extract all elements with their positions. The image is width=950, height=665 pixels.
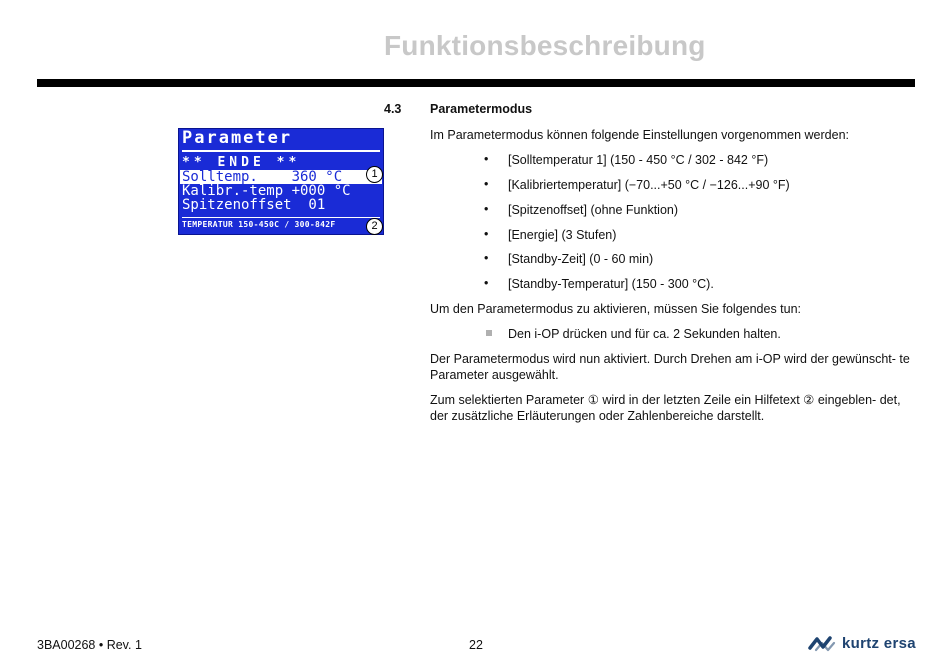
bullet-dot: •	[484, 227, 489, 241]
lcd-divider	[182, 150, 380, 152]
bullet-item: [Standby-Temperatur] (150 - 300 °C).	[508, 277, 714, 291]
bullet-item: [Spitzenoffset] (ohne Funktion)	[508, 203, 679, 217]
paragraph-activated: Der Parametermodus wird nun aktiviert. Durch Drehen am i-OP wird der gewünscht- te Parameter ausgewählt.	[430, 352, 910, 382]
lcd-ende: ** ENDE **	[182, 155, 301, 170]
activate-paragraph: Um den Parametermodus zu aktivieren, müssen Sie folgendes tun:	[430, 302, 802, 316]
paragraph-helptext: Zum selektierten Parameter ① wird in der letzten Zeile ein Hilfetext ② eingeblen- det, der zusätzliche Erläuterungen oder Zahlenbereiche darstellt.	[430, 393, 901, 423]
lcd-footer-rule	[182, 217, 380, 218]
intro-paragraph: Im Parametermodus können folgende Einstellungen vorgenommen werden:	[430, 128, 849, 142]
bullet-item: [Energie] (3 Stufen)	[508, 228, 617, 242]
step-square-icon	[486, 330, 492, 336]
page-header-title: Funktionsbeschreibung	[384, 30, 706, 61]
bullet-item: [Standby-Zeit] (0 - 60 min)	[508, 252, 654, 266]
bullet-dot: •	[484, 152, 489, 166]
ersa-logo-icon	[808, 633, 836, 653]
step-item: Den i-OP drücken und für ca. 2 Sekunden halten.	[508, 327, 781, 341]
brand-logo	[808, 633, 916, 653]
bullet-dot: •	[484, 177, 489, 191]
bullet-item: [Kalibriertemperatur] (−70...+50 °C / −126...+90 °F)	[508, 178, 790, 192]
footer-page-number: 22	[469, 638, 483, 652]
lcd-row-selected: Solltemp. 360 °C	[180, 170, 382, 184]
section-title: Parametermodus	[430, 102, 533, 116]
section-number: 4.3	[384, 102, 402, 116]
callout-2: 2	[366, 218, 383, 235]
lcd-help-text: TEMPERATUR 150-450C / 300-842F	[182, 220, 336, 229]
bullet-item: [Solltemperatur 1] (150 - 450 °C / 302 - 842 °F)	[508, 153, 769, 167]
bullet-dot: •	[484, 202, 489, 216]
lcd-title: Parameter	[182, 128, 293, 148]
lcd-row-kalibr: Kalibr.-temp +000 °C	[182, 183, 351, 199]
brand-name: kurtz ersa	[842, 634, 916, 652]
lcd-row-spitzenoffset: Spitzenoffset 01	[182, 197, 326, 213]
footer-doc-number: 3BA00268 • Rev. 1	[37, 638, 142, 652]
lcd-display	[178, 128, 384, 235]
header-rule	[37, 79, 915, 87]
callout-1: 1	[366, 166, 383, 183]
bullet-dot: •	[484, 276, 489, 290]
bullet-dot: •	[484, 251, 489, 265]
